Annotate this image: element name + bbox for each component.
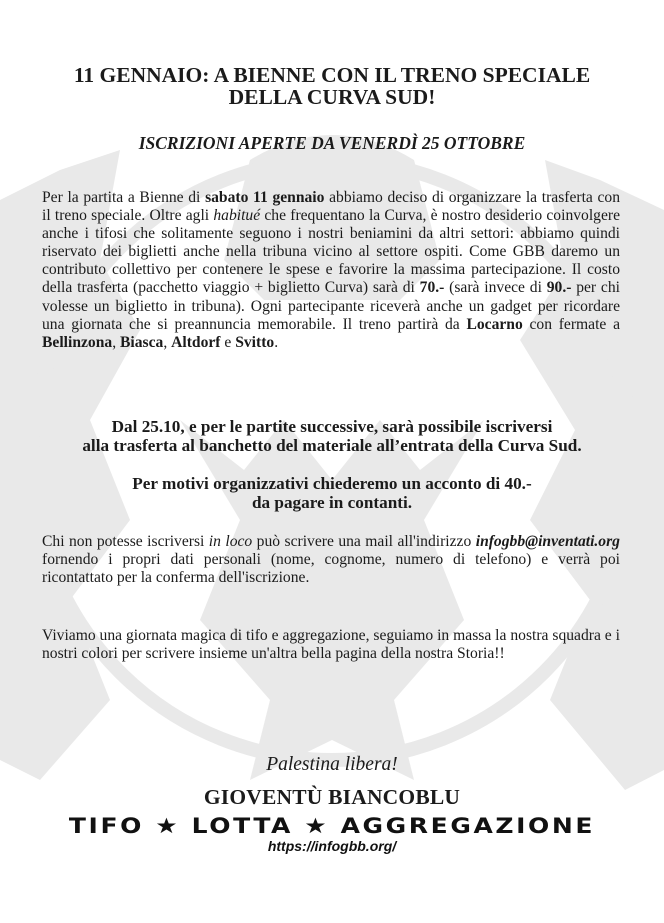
intro-text-2: abbiamo deciso di organizzare la trasferta con il treno speciale. Oltre agli — [42, 189, 621, 225]
deposit-line-2: da pagare in contanti. — [251, 493, 413, 512]
registration-notice — [36, 417, 628, 455]
website-link[interactable]: https://infogbb.org/ — [267, 838, 397, 854]
intro-text-7: . — [274, 333, 279, 351]
match-date: sabato 11 gennaio — [205, 189, 325, 206]
stop-separator-2: , — [163, 333, 172, 351]
notice-line-2: alla trasferta al banchetto del materiale all’entrata della Curva Sud. — [82, 436, 582, 455]
price-tribuna: 90.- — [546, 279, 572, 297]
intro-paragraph — [42, 189, 620, 352]
deposit-line-1: Per motivi organizzativi chiederemo un acconto di 40.- — [132, 474, 532, 493]
registration-text-2: può scrivere una mail all'indirizzo — [252, 533, 476, 550]
intro-text-1: Per la partita a Bienne di — [42, 189, 206, 206]
intro-text-6: con fermate a — [522, 315, 620, 333]
departure-station: Locarno — [466, 315, 523, 333]
group-motto: TIFO ★ LOTTA ★ AGGREGAZIONE — [68, 813, 596, 838]
email-registration-paragraph — [42, 533, 620, 587]
price-curva: 70.- — [419, 279, 445, 297]
intro-text-5: per chi volesse un biglietto in tribuna). Ogni partecipante riceverà anche un gadget per ricordare una giornata che si preannuncia memorabile. Il treno partirà da — [42, 279, 620, 333]
stop-biasca: Biasca — [119, 333, 164, 351]
intro-text-4: (sarà invece di — [444, 279, 547, 297]
stop-altdorf: Altdorf — [171, 333, 221, 351]
habitue-word: habitué — [213, 207, 261, 225]
stop-separator-1: , — [112, 333, 120, 351]
registration-subtitle: ISCRIZIONI APERTE DA VENERDÌ 25 OTTOBRE — [138, 133, 526, 153]
stop-bellinzona: Bellinzona — [42, 333, 113, 351]
registration-text-1: Chi non potesse iscriversi — [42, 533, 209, 550]
registration-text-3: fornendo i propri dati personali (nome, cognome, numero di telefono) e verrà poi ricontattato per la conferma dell'iscrizione. — [42, 551, 620, 587]
deposit-notice — [36, 474, 628, 512]
notice-line-1: Dal 25.10, e per le partite successive, sarà possibile iscriversi — [111, 417, 553, 436]
group-signature: GIOVENTÙ BIANCOBLU — [203, 785, 461, 809]
slogan: Palestina libera! — [266, 754, 398, 775]
closing-paragraph: Viviamo una giornata magica di tifo e aggregazione, seguiamo in massa la nostra squadra e i nostri colori per scrivere insieme un'altra bella pagina della nostra Storia!! — [42, 627, 620, 663]
contact-email: infogbb@inventati.org — [475, 533, 620, 550]
title-line-2: DELLA CURVA SUD! — [228, 85, 436, 109]
intro-text-3: che frequentano la Curva, è nostro desiderio coinvolgere anche i tifosi che solitamente seguono i nostri beniamini da altri settori: abbiamo quindi riservato dei biglietti anche nella tribuna vicino al settore ospiti. Come GBB daremo un contributo collettivo per contenere le spese e favorire la massima partecipazione. Il costo della trasferta (pacchetto viaggio + biglietto Curva) sarà di — [42, 207, 620, 297]
stop-svitto: Svitto — [235, 333, 275, 351]
stop-separator-3: e — [220, 333, 236, 351]
page-title — [30, 64, 634, 108]
title-line-1: 11 GENNAIO: A BIENNE CON IL TRENO SPECIALE — [73, 63, 591, 87]
in-loco-phrase: in loco — [208, 533, 253, 550]
